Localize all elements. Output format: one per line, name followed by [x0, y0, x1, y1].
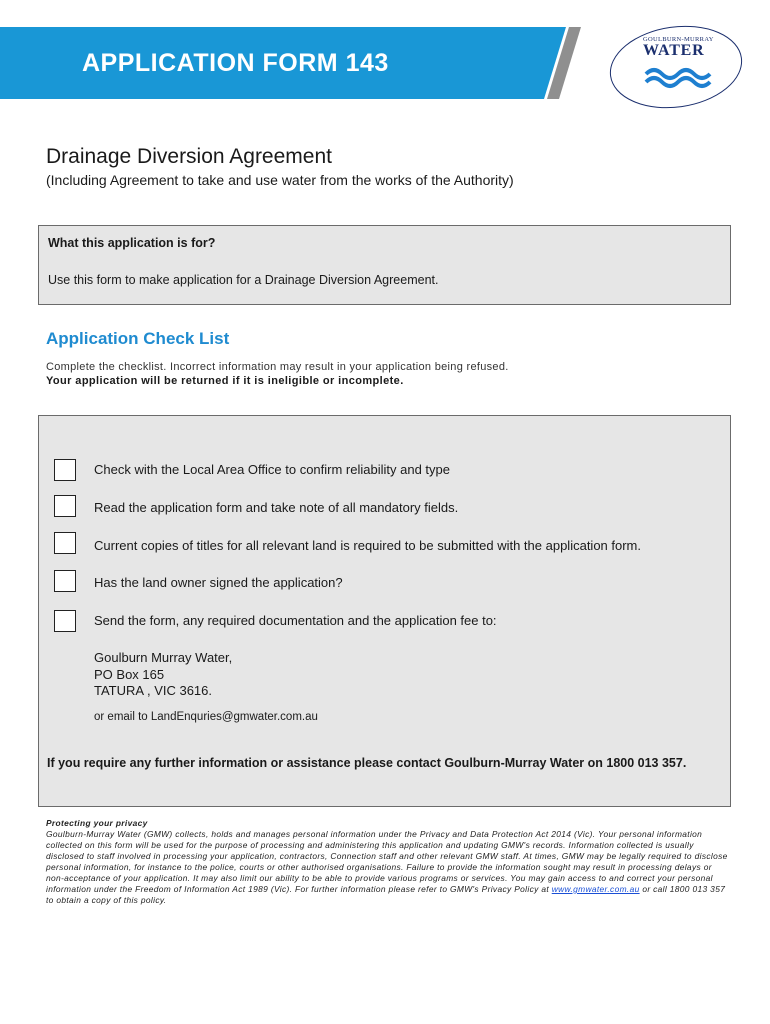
document-subtitle: (Including Agreement to take and use water from the works of the Authority)	[46, 172, 514, 188]
checklist-item-label: Send the form, any required documentation and the application fee to:	[94, 613, 497, 628]
address-line: TATURA , VIC 3616.	[94, 683, 213, 698]
checklist-item-label: Check with the Local Area Office to confirm reliability and type	[94, 462, 450, 477]
checklist-item-label: Has the land owner signed the application?	[94, 575, 343, 590]
checklist-checkbox[interactable]	[54, 532, 76, 554]
privacy-heading: Protecting your privacy	[46, 818, 148, 828]
checklist-checkbox[interactable]	[54, 610, 76, 632]
privacy-section	[46, 818, 732, 906]
form-title: APPLICATION FORM 143	[82, 49, 389, 77]
address-line: PO Box 165	[94, 667, 165, 682]
purpose-section	[38, 225, 731, 305]
logo-main-text: WATER	[643, 42, 705, 59]
logo-top-text: GOULBURN-MURRAY	[643, 36, 714, 43]
checklist-checkbox[interactable]	[54, 570, 76, 592]
privacy-link[interactable]: www.gmwater.com.au	[551, 884, 640, 894]
purpose-heading: What this application is for?	[48, 236, 216, 250]
purpose-text: Use this form to make application for a Drainage Diversion Agreement.	[48, 273, 439, 287]
checklist-section	[38, 415, 731, 807]
checklist-item-label: Read the application form and take note of all mandatory fields.	[94, 500, 459, 515]
checklist-checkbox[interactable]	[54, 495, 76, 517]
email-instruction: or email to LandEnquries@gmwater.com.au	[94, 711, 318, 723]
checklist-heading: Application Check List	[46, 329, 230, 348]
privacy-body: Goulburn-Murray Water (GMW) collects, holds and manages personal information under the Privacy and Data Protection Act 2014 (Vic). Your personal information collected on this form will be used for the purpose of processing and administering this application and updating GMW's records. Information collected is usually disclosed to staff involved in processing your application, contractors, Connection staff and other relevant GMW staff. At times, GMW may be legally required to disclose personal information, for instance to the police, courts or other authorised organisations. Failure to provide the information sought may result in processing delays or non-acceptance of your application. It may also limit our ability to be able to provide various programs or services. You may gain access to and correct your personal information under the Freedom of Information Act 1989 (Vic). For further information please refer to GMW's Privacy Policy at	[46, 829, 728, 894]
checklist-checkbox[interactable]	[54, 459, 76, 481]
checklist-intro: Complete the checklist. Incorrect information may result in your application being refused.	[46, 361, 509, 373]
checklist-item-label: Current copies of titles for all relevant land is required to be submitted with the application form.	[94, 538, 641, 553]
checklist-warning: Your application will be returned if it is ineligible or incomplete.	[46, 375, 404, 387]
document-title: Drainage Diversion Agreement	[46, 145, 332, 168]
help-contact-text: If you require any further information or assistance please contact Goulburn-Murray Water on 1800 013 357.	[47, 756, 687, 770]
privacy-tail: or call 1800 013 357 to obtain a copy of this policy.	[46, 884, 726, 905]
address-line: Goulburn Murray Water,	[94, 650, 233, 665]
